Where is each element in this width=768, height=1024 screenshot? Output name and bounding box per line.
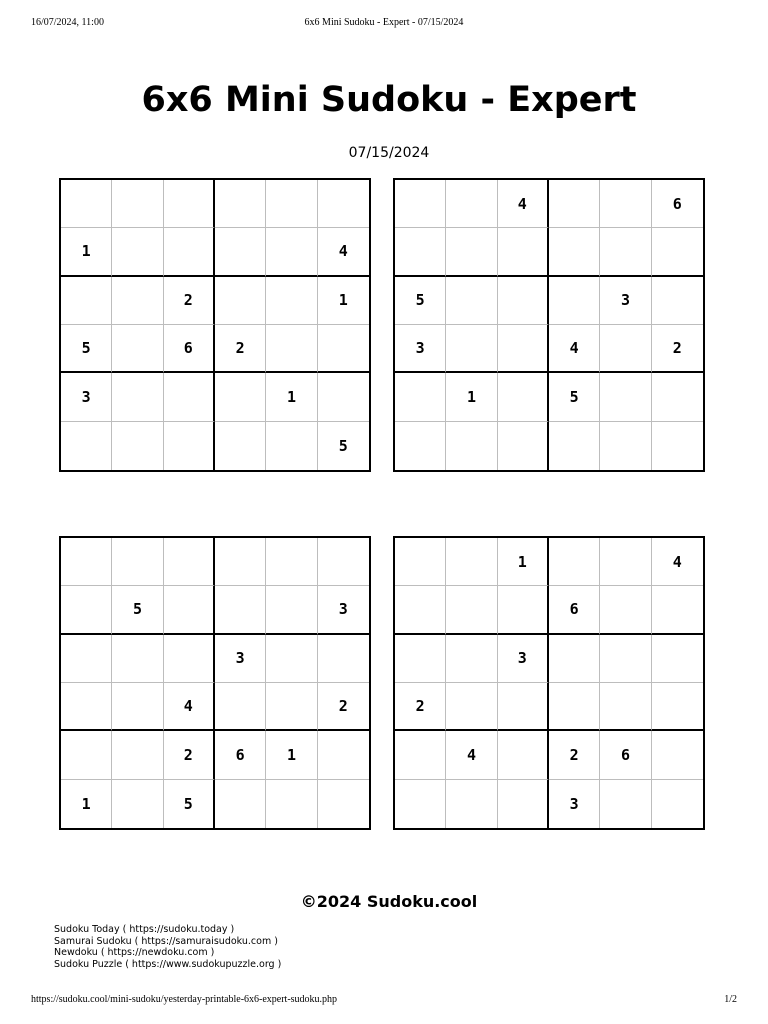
sudoku-cell [652, 731, 703, 779]
sudoku-cell [446, 635, 497, 683]
sudoku-cell [395, 180, 446, 228]
sudoku-cell [266, 780, 317, 828]
sudoku-grid-1 [59, 178, 371, 472]
sudoku-cell [318, 373, 369, 421]
sudoku-cell [446, 180, 497, 228]
sudoku-cell: 3 [61, 373, 112, 421]
sudoku-cell [446, 538, 497, 586]
sudoku-cell [112, 731, 163, 779]
sudoku-cell [600, 228, 651, 276]
sudoku-grid-3 [59, 536, 371, 830]
sudoku-cell [112, 325, 163, 373]
sudoku-cell [215, 538, 266, 586]
sudoku-cell [498, 780, 549, 828]
sudoku-cell [446, 277, 497, 325]
sudoku-cell [215, 683, 266, 731]
print-page-number: 1/2 [724, 994, 737, 1005]
sudoku-cell [549, 180, 600, 228]
sudoku-cell [318, 325, 369, 373]
sudoku-cell [61, 277, 112, 325]
sudoku-cell [652, 373, 703, 421]
sudoku-cell [498, 277, 549, 325]
sudoku-cell: 1 [266, 731, 317, 779]
sudoku-cell [215, 228, 266, 276]
sudoku-cell: 3 [318, 586, 369, 634]
sudoku-cell [215, 780, 266, 828]
sudoku-cell [498, 325, 549, 373]
link-sudoku-today[interactable]: Sudoku Today ( https://sudoku.today ) [54, 924, 235, 935]
sudoku-cell [164, 422, 215, 470]
sudoku-cell [164, 538, 215, 586]
sudoku-cell [446, 586, 497, 634]
sudoku-cell [600, 586, 651, 634]
sudoku-cell [318, 538, 369, 586]
sudoku-cell: 1 [61, 228, 112, 276]
sudoku-cell: 5 [61, 325, 112, 373]
sudoku-cell: 1 [446, 373, 497, 421]
sudoku-cell [446, 422, 497, 470]
sudoku-cell [112, 277, 163, 325]
sudoku-cell [215, 422, 266, 470]
sudoku-cell [266, 683, 317, 731]
print-datetime: 16/07/2024, 11:00 [31, 17, 104, 28]
sudoku-cell [266, 228, 317, 276]
sudoku-cell [164, 228, 215, 276]
sudoku-cell: 6 [652, 180, 703, 228]
sudoku-cell [61, 422, 112, 470]
sudoku-cell: 6 [215, 731, 266, 779]
sudoku-cell [112, 780, 163, 828]
sudoku-cell [498, 228, 549, 276]
sudoku-cell: 5 [164, 780, 215, 828]
copyright: ©2024 Sudoku.cool [300, 892, 478, 911]
sudoku-cell [395, 422, 446, 470]
sudoku-cell [266, 422, 317, 470]
sudoku-cell [446, 780, 497, 828]
sudoku-cell: 2 [215, 325, 266, 373]
sudoku-cell [600, 635, 651, 683]
sudoku-cell: 4 [549, 325, 600, 373]
sudoku-cell: 4 [652, 538, 703, 586]
sudoku-cell: 3 [395, 325, 446, 373]
sudoku-cell [266, 586, 317, 634]
sudoku-cell: 2 [164, 731, 215, 779]
sudoku-cell [61, 180, 112, 228]
sudoku-cell [600, 373, 651, 421]
sudoku-cell [215, 277, 266, 325]
sudoku-cell [652, 586, 703, 634]
sudoku-cell: 2 [164, 277, 215, 325]
sudoku-cell: 1 [61, 780, 112, 828]
sudoku-cell [652, 422, 703, 470]
sudoku-cell [549, 538, 600, 586]
sudoku-cell [215, 180, 266, 228]
sudoku-cell: 5 [112, 586, 163, 634]
sudoku-cell [164, 586, 215, 634]
sudoku-cell: 4 [318, 228, 369, 276]
sudoku-cell [112, 422, 163, 470]
sudoku-cell [266, 538, 317, 586]
sudoku-cell: 3 [215, 635, 266, 683]
related-links [54, 924, 281, 970]
sudoku-cell [498, 373, 549, 421]
sudoku-cell [395, 586, 446, 634]
print-footer [31, 994, 737, 1008]
sudoku-cell [600, 325, 651, 373]
sudoku-cell [266, 325, 317, 373]
sudoku-cell [318, 731, 369, 779]
sudoku-cell: 1 [318, 277, 369, 325]
sudoku-cell [112, 228, 163, 276]
sudoku-cell [164, 373, 215, 421]
sudoku-cell: 5 [549, 373, 600, 421]
sudoku-cell [652, 635, 703, 683]
sudoku-cell [652, 277, 703, 325]
sudoku-cell [446, 325, 497, 373]
sudoku-cell [652, 683, 703, 731]
sudoku-cell: 3 [498, 635, 549, 683]
sudoku-cell [318, 780, 369, 828]
sudoku-cell: 6 [600, 731, 651, 779]
sudoku-cell: 4 [498, 180, 549, 228]
print-url: https://sudoku.cool/mini-sudoku/yesterday-printable-6x6-expert-sudoku.php [31, 994, 338, 1005]
print-page-title: 6x6 Mini Sudoku - Expert - 07/15/2024 [304, 17, 464, 28]
sudoku-cell [61, 731, 112, 779]
sudoku-cell: 6 [549, 586, 600, 634]
sudoku-cell: 3 [549, 780, 600, 828]
sudoku-cell [395, 373, 446, 421]
sudoku-cell [498, 731, 549, 779]
sudoku-cell: 5 [395, 277, 446, 325]
link-newdoku[interactable]: Newdoku ( https://newdoku.com ) [54, 947, 215, 958]
sudoku-cell [600, 180, 651, 228]
sudoku-cell: 2 [318, 683, 369, 731]
sudoku-cell: 2 [652, 325, 703, 373]
sudoku-cell [395, 635, 446, 683]
sudoku-cell [395, 780, 446, 828]
print-header [31, 17, 737, 31]
sudoku-cell [318, 635, 369, 683]
sudoku-cell: 6 [164, 325, 215, 373]
link-sudoku-puzzle[interactable]: Sudoku Puzzle ( https://www.sudokupuzzle.org ) [54, 958, 282, 970]
sudoku-grid-4 [393, 536, 705, 830]
sudoku-cell [61, 683, 112, 731]
sudoku-cell [395, 228, 446, 276]
sudoku-cell [112, 635, 163, 683]
sudoku-cell [112, 538, 163, 586]
sudoku-cell [549, 228, 600, 276]
sudoku-cell [61, 538, 112, 586]
sudoku-cell [498, 422, 549, 470]
sudoku-cell: 4 [446, 731, 497, 779]
sudoku-grid-2 [393, 178, 705, 472]
sudoku-cell [549, 277, 600, 325]
sudoku-cell [395, 538, 446, 586]
sudoku-cell: 5 [338, 436, 348, 455]
sudoku-cell: 2 [549, 731, 600, 779]
sudoku-cell: 1 [498, 538, 549, 586]
sudoku-cell: 3 [600, 277, 651, 325]
sudoku-cell [652, 780, 703, 828]
sudoku-cell [652, 228, 703, 276]
sudoku-cell [446, 683, 497, 731]
sudoku-cell [61, 586, 112, 634]
sudoku-cell [266, 635, 317, 683]
sudoku-cell [600, 780, 651, 828]
sudoku-cell: 4 [164, 683, 215, 731]
sudoku-cell [112, 373, 163, 421]
sudoku-cell [498, 683, 549, 731]
sudoku-cell [112, 683, 163, 731]
puzzle-date: 07/15/2024 [348, 145, 430, 161]
sudoku-cell [266, 180, 317, 228]
sudoku-cell: 1 [266, 373, 317, 421]
sudoku-cell [446, 228, 497, 276]
sudoku-cell [600, 538, 651, 586]
sudoku-cell [549, 422, 600, 470]
sudoku-cell [498, 586, 549, 634]
link-samurai-sudoku[interactable]: Samurai Sudoku ( https://samuraisudoku.com ) [54, 935, 278, 947]
sudoku-cell [215, 586, 266, 634]
sudoku-cell [164, 180, 215, 228]
sudoku-cell [549, 683, 600, 731]
sudoku-cell [549, 635, 600, 683]
sudoku-cell [215, 373, 266, 421]
sudoku-cell [318, 180, 369, 228]
sudoku-cell [266, 277, 317, 325]
sudoku-cell [395, 731, 446, 779]
sudoku-cell [61, 635, 112, 683]
page-title: 6x6 Mini Sudoku - Expert [141, 80, 637, 120]
sudoku-cell: 2 [395, 683, 446, 731]
sudoku-cell [164, 635, 215, 683]
sudoku-cell [600, 683, 651, 731]
sudoku-cell [112, 180, 163, 228]
sudoku-cell [600, 422, 651, 470]
